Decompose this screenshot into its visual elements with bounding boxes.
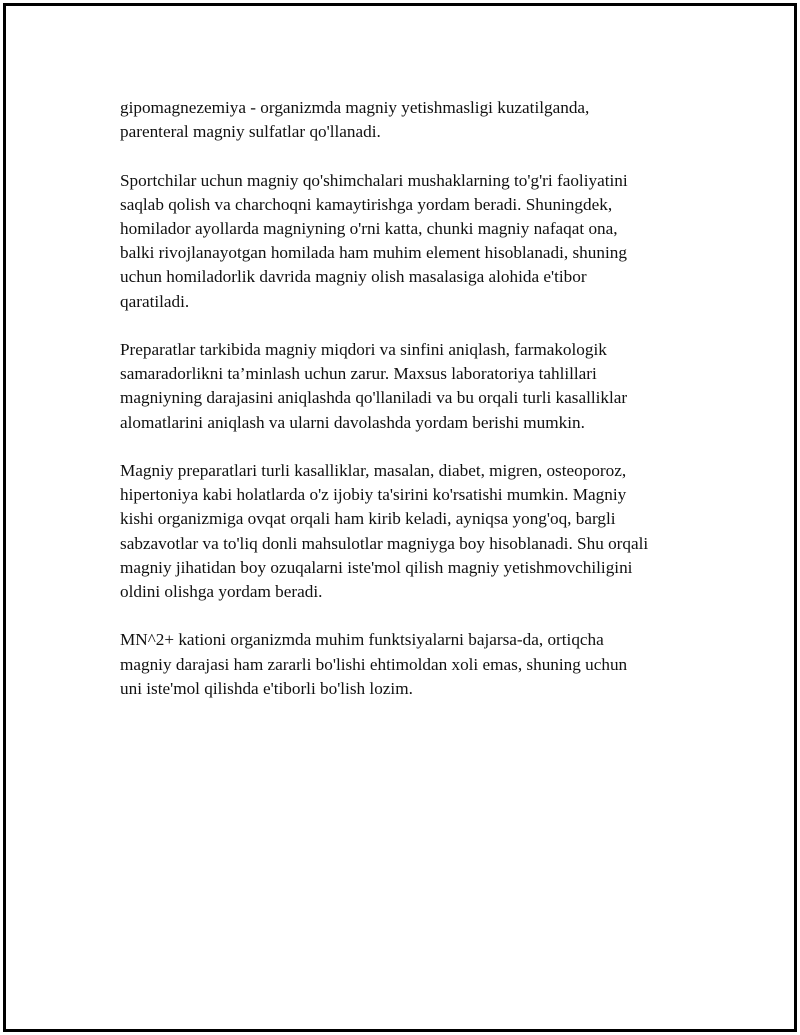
paragraph: Preparatlar tarkibida magniy miqdori va sinfini aniqlash, farmakologik samaradorlikni ta’minlash uchun zarur. Maxsus laboratoriya tahlillari magniyning darajasini aniqlashda qo'llaniladi va bu orqali turli kasalliklar alomatlarini aniqlash va ularni davolashda yordam berishi mumkin.	[120, 340, 628, 432]
paragraph: Magniy preparatlari turli kasalliklar, masalan, diabet, migren, osteoporoz, hipertoniya kabi holatlarda o'z ijobiy ta'sirini ko'rsatishi mumkin. Magniy kishi organizmiga ovqat orqali ham kirib keladi, ayniqsa yong'oq, bargli sabzavotlar va to'liq donli mahsulotlar magniyga boy hisoblanadi. Shu orqali magniy jihatidan boy ozuqalarni iste'mol qilish magniy yetishmovchiligini oldini olishga yordam beradi.	[120, 461, 649, 602]
paragraph: gipomagnezemiya - organizmda magniy yetishmasligi kuzatilganda, parenteral magniy sulfatlar qo'llanadi.	[120, 98, 590, 142]
document-body	[120, 96, 710, 725]
paragraph: MN^2+ kationi organizmda muhim funktsiyalarni bajarsa-da, ortiqcha magniy darajasi ham zararli bo'lishi ehtimoldan xoli emas, shuning uchun uni iste'mol qilishda e'tiborli bo'lish lozim.	[120, 630, 628, 698]
document-page	[3, 3, 797, 1032]
paragraph: Sportchilar uchun magniy qo'shimchalari mushaklarning to'g'ri faoliyatini saqlab qolish va charchoqni kamaytirishga yordam beradi. Shuningdek, homilador ayollarda magniyning o'rni katta, chunki magniy nafaqat ona, balki rivojlanayotgan homilada ham muhim element hisoblanadi, shuning uchun homiladorlik davrida magniy olish masalasiga alohida e'tibor qaratiladi.	[120, 170, 628, 311]
